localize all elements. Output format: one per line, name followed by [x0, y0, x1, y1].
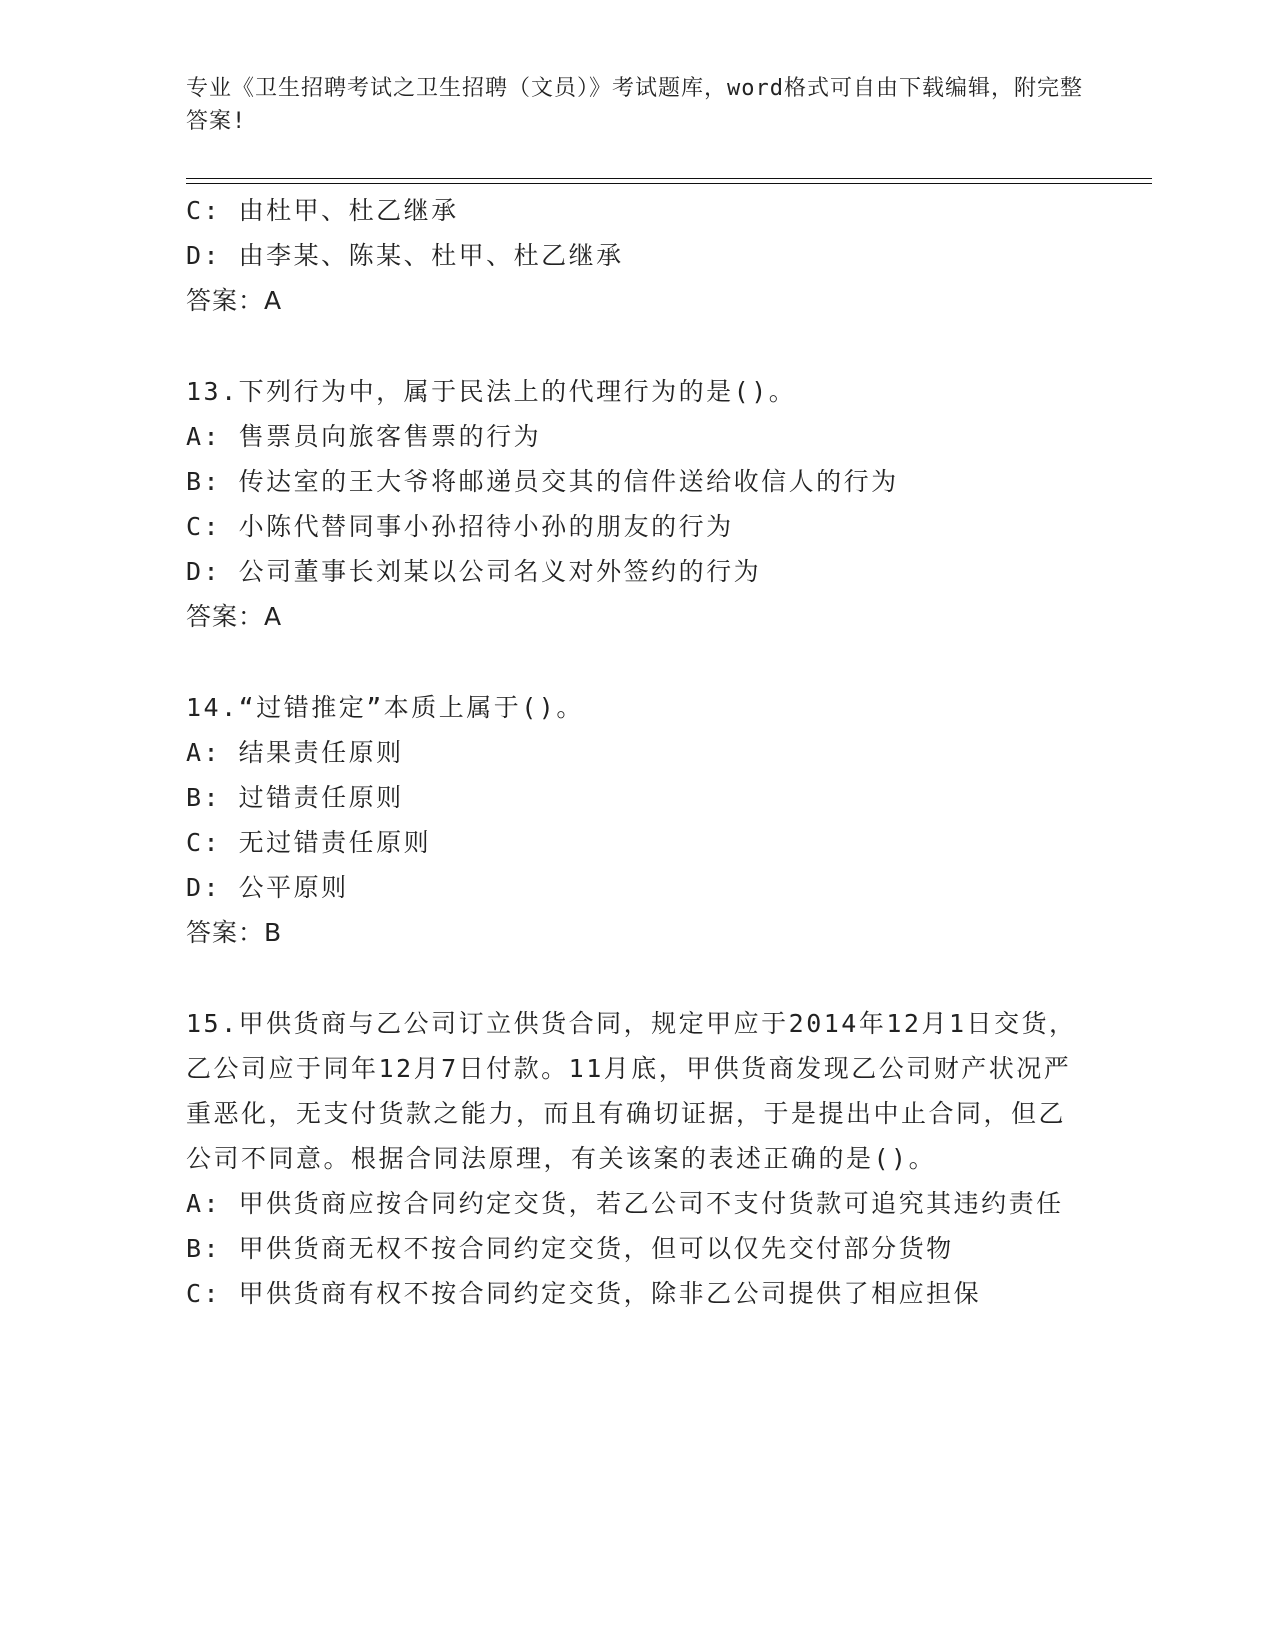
- spacer: [186, 323, 1086, 369]
- answer-label: 答案：A: [186, 286, 283, 315]
- header-divider-top: [186, 178, 1152, 179]
- question-12-tail: [186, 188, 1086, 323]
- question-text: 13.下列行为中，属于民法上的代理行为的是()。: [186, 377, 797, 406]
- option-d: D: 公平原则: [186, 873, 349, 902]
- option-c: C: 小陈代替同事小孙招待小孙的朋友的行为: [186, 512, 734, 541]
- option-d: D: 公司董事长刘某以公司名义对外签约的行为: [186, 557, 762, 586]
- option-a: A: 甲供货商应按合同约定交货，若乙公司不支付货款可追究其违约责任: [186, 1189, 1064, 1218]
- answer-label: 答案：B: [186, 918, 283, 947]
- spacer: [186, 639, 1086, 685]
- question-text: 14.“过错推定”本质上属于()。: [186, 693, 584, 722]
- document-header: 专业《卫生招聘考试之卫生招聘（文员）》考试题库，word格式可自由下载编辑，附完整答案!: [186, 76, 1083, 134]
- question-list: [186, 188, 1086, 1316]
- option-a: A: 售票员向旅客售票的行为: [186, 422, 542, 451]
- option-a: A: 结果责任原则: [186, 738, 404, 767]
- option-b: B: 传达室的王大爷将邮递员交其的信件送给收信人的行为: [186, 467, 899, 496]
- option-c: C: 甲供货商有权不按合同约定交货，除非乙公司提供了相应担保: [186, 1279, 982, 1308]
- spacer: [186, 955, 1086, 1001]
- option-b: B: 过错责任原则: [186, 783, 404, 812]
- question-14: [186, 685, 1086, 955]
- option-d: D: 由李某、陈某、杜甲、杜乙继承: [186, 241, 624, 270]
- question-text: 15.甲供货商与乙公司订立供货合同，规定甲应于2014年12月1日交货，乙公司应于同年12月7日付款。11月底，甲供货商发现乙公司财产状况严重恶化，无支付货款之能力，而且有确切证据，于是提出中止合同，但乙公司不同意。根据合同法原理，有关该案的表述正确的是()。: [186, 1009, 1077, 1173]
- answer-label: 答案：A: [186, 602, 283, 631]
- question-15: [186, 1001, 1086, 1316]
- option-b: B: 甲供货商无权不按合同约定交货，但可以仅先交付部分货物: [186, 1234, 954, 1263]
- header-divider-bottom: [186, 183, 1152, 184]
- option-c: C: 由杜甲、杜乙继承: [186, 196, 459, 225]
- question-13: [186, 369, 1086, 639]
- option-c: C: 无过错责任原则: [186, 828, 432, 857]
